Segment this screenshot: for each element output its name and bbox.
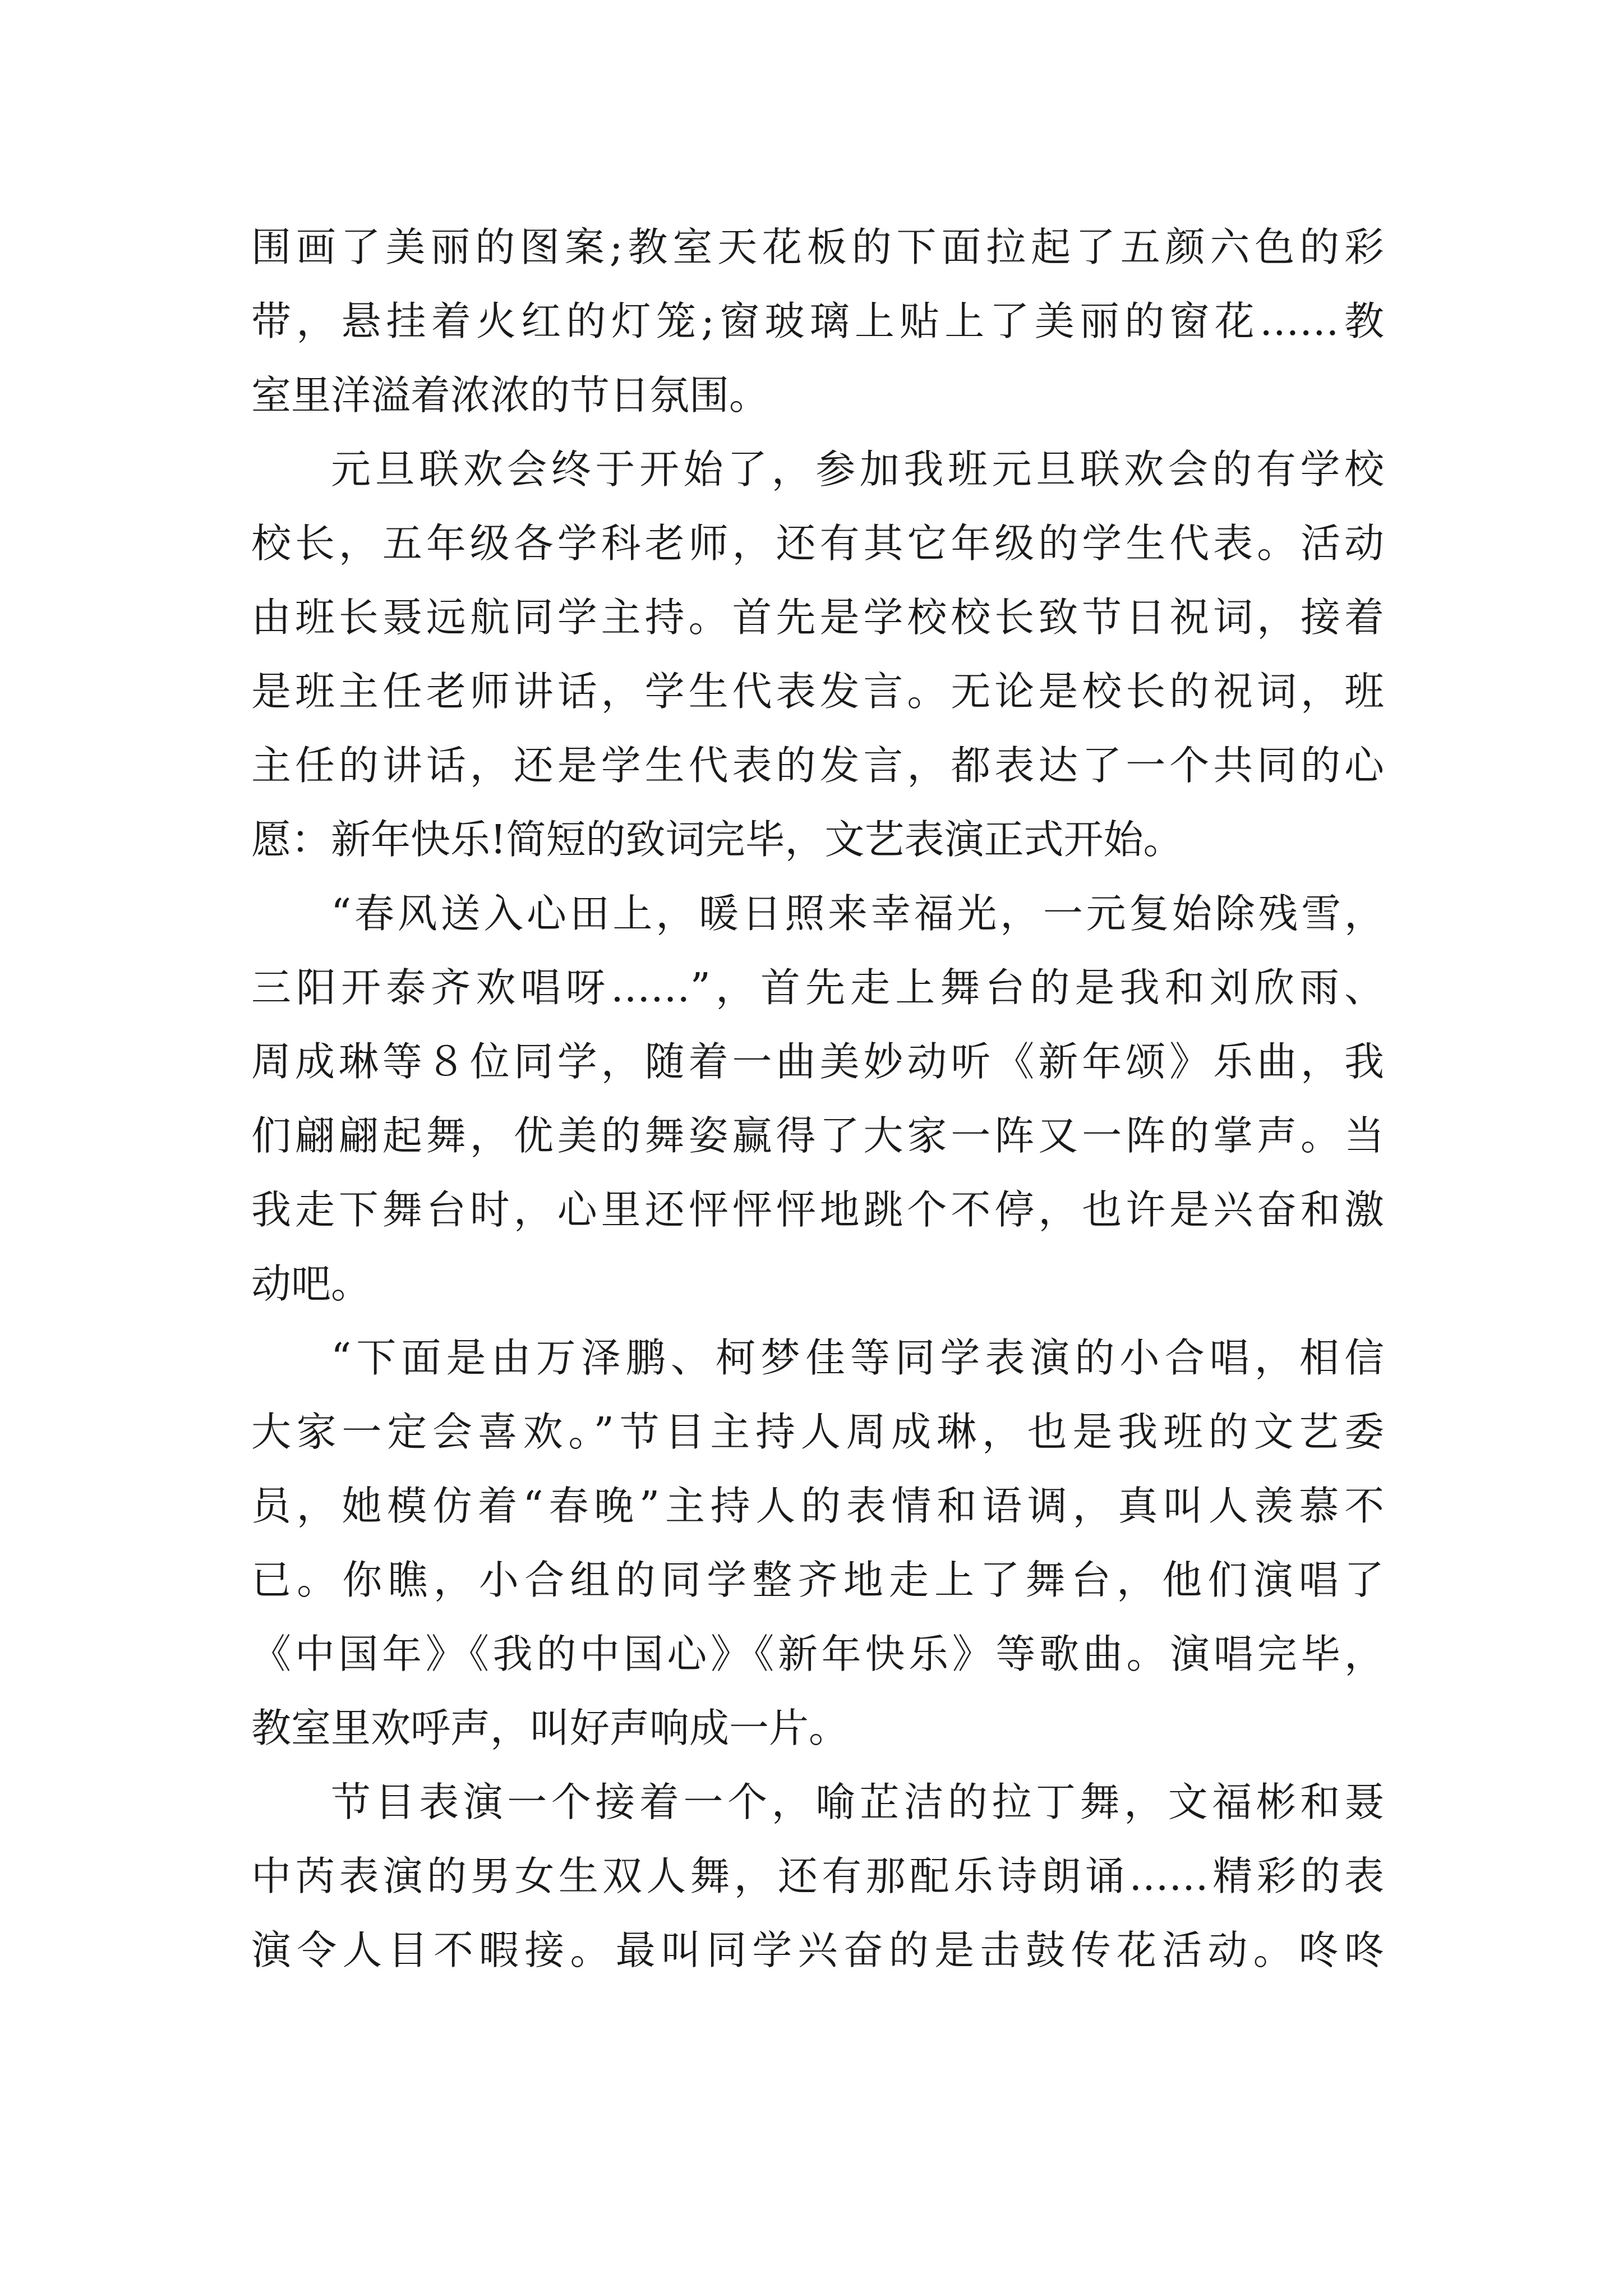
text-line: “春风送入心田上，暖日照来幸福光，一元复始除残雪，: [331, 890, 1384, 937]
text-line: 由班长聂远航同学主持。首先是学校校长致节日祝词，接着: [251, 594, 1384, 641]
text-line: 教室里欢呼声，叫好声响成一片。: [251, 1705, 849, 1751]
paragraph-performances: [251, 1765, 1384, 1987]
text-line: 大家一定会喜欢。”节目主持人周成琳，也是我班的文艺委: [251, 1409, 1384, 1455]
text-line: 动吧。: [251, 1260, 371, 1307]
paragraph-decoration: [251, 210, 1384, 432]
article-body: [251, 210, 1384, 1987]
text-line: 《中国年》《我的中国心》《新年快乐》等歌曲。演唱完毕，: [251, 1631, 1384, 1677]
text-line: 员，她模仿着“春晚”主持人的表情和语调，真叫人羡慕不: [251, 1483, 1384, 1529]
text-line: 已。你瞧，小合组的同学整齐地走上了舞台，他们演唱了: [251, 1557, 1384, 1603]
paragraph-opening: [251, 432, 1384, 877]
text-line: 节目表演一个接着一个，喻芷洁的拉丁舞，文福彬和聂: [331, 1779, 1384, 1825]
text-line: 校长，五年级各学科老师，还有其它年级的学生代表。活动: [251, 520, 1384, 567]
text-line: 主任的讲话，还是学生代表的发言，都表达了一个共同的心: [251, 742, 1384, 789]
text-line: 三阳开泰齐欢唱呀……”，首先走上舞台的是我和刘欣雨、: [251, 964, 1384, 1011]
text-line: 周成琳等８位同学，随着一曲美妙动听《新年颂》乐曲，我: [251, 1038, 1384, 1085]
text-line: 愿：新年快乐!简短的致词完毕，文艺表演正式开始。: [251, 816, 1183, 863]
text-line: 围画了美丽的图案;教室天花板的下面拉起了五颜六色的彩: [251, 224, 1384, 270]
text-line: 演令人目不暇接。最叫同学兴奋的是击鼓传花活动。咚咚: [251, 1927, 1384, 1973]
paragraph-dance: [251, 877, 1384, 1321]
text-line: 元旦联欢会终于开始了，参加我班元旦联欢会的有学校: [331, 446, 1384, 493]
text-line: 们翩翩起舞，优美的舞姿赢得了大家一阵又一阵的掌声。当: [251, 1112, 1384, 1159]
text-line: 我走下舞台时，心里还怦怦怦地跳个不停，也许是兴奋和激: [251, 1186, 1384, 1233]
text-line: 带，悬挂着火红的灯笼;窗玻璃上贴上了美丽的窗花……教: [251, 298, 1384, 344]
text-line: 室里洋溢着浓浓的节日氛围。: [251, 372, 769, 418]
text-line: “下面是由万泽鹏、柯梦佳等同学表演的小合唱，相信: [331, 1335, 1384, 1381]
paragraph-chorus: [251, 1321, 1384, 1765]
text-line: 中芮表演的男女生双人舞，还有那配乐诗朗诵……精彩的表: [251, 1853, 1384, 1899]
text-line: 是班主任老师讲话，学生代表发言。无论是校长的祝词，班: [251, 668, 1384, 715]
